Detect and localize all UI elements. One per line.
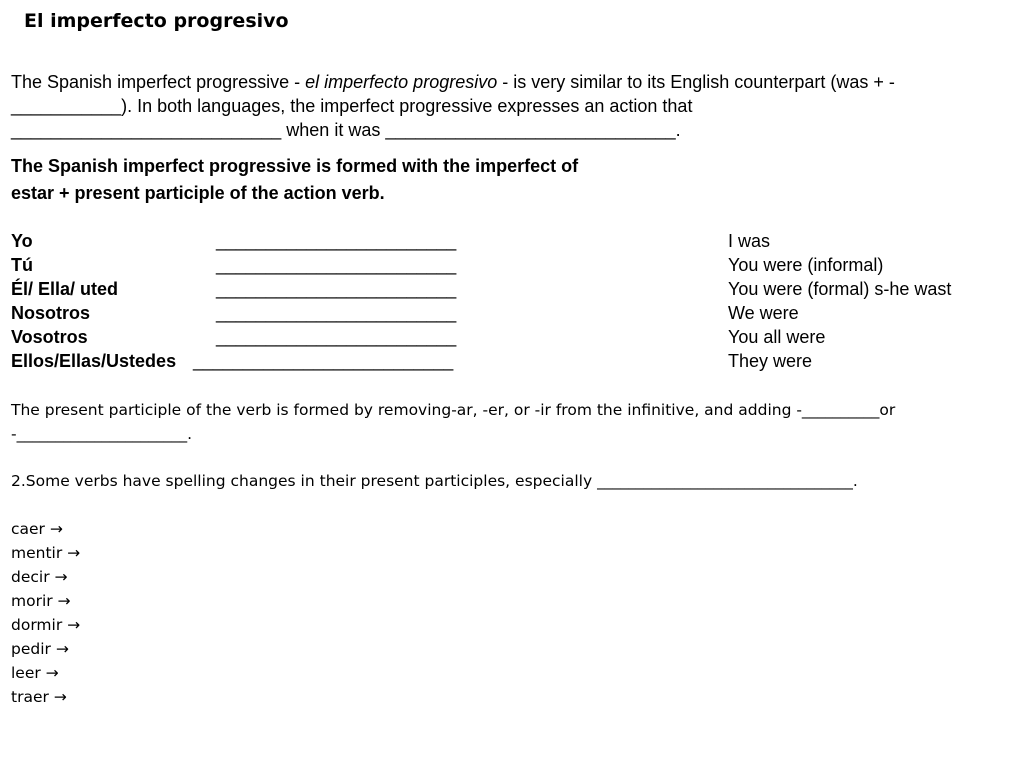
answer-blank: ________________________	[216, 255, 457, 275]
pronoun: Yo	[11, 231, 33, 251]
conjugation-row	[11, 229, 1011, 253]
intro-text: - is very similar to its English counterpart (was + -	[497, 72, 895, 92]
conjugation-table	[11, 229, 1011, 373]
conjugation-row	[11, 253, 1011, 277]
conjugation-row	[11, 349, 1011, 373]
english-meaning: They were	[728, 351, 813, 371]
answer-blank: ________________________	[216, 327, 457, 347]
pronoun: Vosotros	[11, 327, 88, 347]
english-meaning: I was	[728, 231, 771, 251]
intro-text: The Spanish imperfect progressive -	[11, 72, 306, 92]
english-meaning: We were	[728, 303, 799, 323]
answer-blank: ________________________	[216, 303, 457, 323]
list-item: pedir →	[11, 640, 69, 658]
english-meaning: You were (formal) s-he wast	[728, 279, 952, 299]
participle-note	[11, 398, 895, 446]
intro-italic-term: el imperfecto progresivo	[305, 72, 498, 92]
list-item: leer →	[11, 664, 59, 682]
participle-note-line-1: The present participle of the verb is formed by removing-ar, -er, or -ir from the infinitive, and adding -__________or	[11, 401, 896, 419]
formation-rule	[11, 153, 578, 207]
conjugation-row	[11, 325, 1011, 349]
list-item: dormir →	[11, 616, 81, 634]
formation-line-2: estar + present participle of the action verb.	[11, 183, 385, 203]
list-item: decir →	[11, 568, 68, 586]
english-meaning: You were (informal)	[728, 255, 884, 275]
pronoun: Ellos/Ellas/Ustedes	[11, 351, 177, 371]
english-meaning: You all were	[728, 327, 826, 347]
list-item: mentir →	[11, 544, 81, 562]
pronoun: Nosotros	[11, 303, 91, 323]
list-item: morir →	[11, 592, 71, 610]
answer-blank: __________________________	[193, 351, 454, 371]
page-title: El imperfecto progresivo	[24, 10, 289, 32]
conjugation-row	[11, 301, 1011, 325]
answer-blank: ________________________	[216, 231, 457, 251]
answer-blank: ________________________	[216, 279, 457, 299]
participle-note-line-2: -______________________.	[11, 425, 193, 443]
list-item: traer →	[11, 688, 67, 706]
list-item: caer →	[11, 520, 63, 538]
intro-paragraph	[11, 70, 1011, 142]
verb-list	[11, 517, 80, 709]
intro-line-3: ___________________________ when it was _____________________________.	[11, 120, 681, 140]
pronoun: Tú	[11, 255, 33, 275]
intro-line-2: ___________). In both languages, the imperfect progressive expresses an action that	[11, 96, 693, 116]
spelling-change-note: 2.Some verbs have spelling changes in their present participles, especially _________________________________.	[11, 472, 858, 490]
formation-line-1: The Spanish imperfect progressive is formed with the imperfect of	[11, 156, 579, 176]
conjugation-row	[11, 277, 1011, 301]
intro-line-1	[11, 70, 1011, 94]
pronoun: Él/ Ella/ uted	[11, 279, 119, 299]
